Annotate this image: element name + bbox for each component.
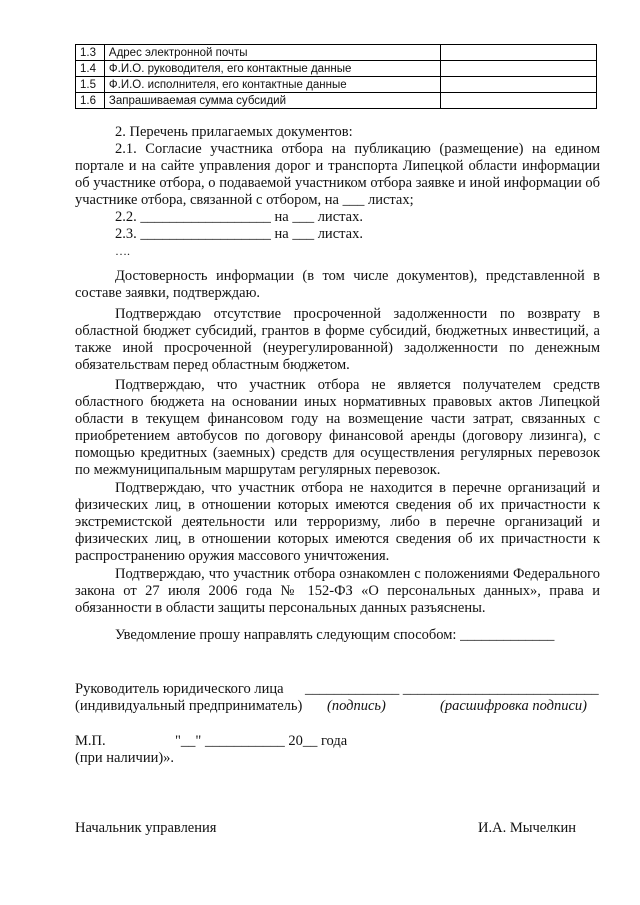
signature-caption: (подпись) — [327, 698, 386, 714]
paragraph-not-listed: Подтверждаю, что участник отбора не находится в перечне организаций и физических лиц, в отношении которых имеются сведения об их причастности к экстремистской деятельности или терроризму, либо в перечне организаций и физических лиц, в отношении которых имеются сведения об их причастности к распространению оружия массового уничтожения. — [75, 480, 600, 564]
info-table — [75, 44, 597, 109]
paragraph-no-debt: Подтверждаю отсутствие просроченной задолженности по возврату в областной бюджет субсидий, грантов в форме субсидий, бюджетных инвестиций, а также иной просроченной (неурегулированной) задолженности по денежным обязательствам перед областным бюджетом. — [75, 306, 600, 373]
row-number: 1.6 — [76, 93, 105, 109]
row-label: Адрес электронной почты — [104, 45, 440, 61]
date-line: "__" ___________ 20__ года — [175, 733, 348, 749]
row-number: 1.5 — [76, 77, 105, 93]
row-value — [440, 45, 596, 61]
footer-position: Начальник управления — [75, 820, 217, 836]
document-item-2: 2.2. __________________ на ___ листах. — [115, 209, 363, 225]
table-row — [76, 77, 597, 93]
ellipsis: …. — [115, 244, 130, 258]
row-label: Ф.И.О. руководителя, его контактные данные — [104, 61, 440, 77]
row-label: Запрашиваемая сумма субсидий — [104, 93, 440, 109]
row-label: Ф.И.О. исполнителя, его контактные данные — [104, 77, 440, 93]
table-row — [76, 45, 597, 61]
footer-name: И.А. Мычелкин — [478, 820, 576, 836]
notice-line: Уведомление прошу направлять следующим способом: _____________ — [115, 627, 555, 643]
head-label: Руководитель юридического лица — [75, 681, 284, 697]
stamp-label: М.П. — [75, 733, 106, 749]
row-number: 1.3 — [76, 45, 105, 61]
row-value — [440, 93, 596, 109]
entrepreneur-label: (индивидуальный предприниматель) — [75, 698, 303, 714]
row-number: 1.4 — [76, 61, 105, 77]
section-heading: 2. Перечень прилагаемых документов: — [115, 124, 353, 140]
document-item-1: 2.1. Согласие участника отбора на публикацию (размещение) на едином портале и на сайте управления дорог и транспорта Липецкой области информации об участнике отбора, о подаваемой участником отбора заявке и иной информации об участнике отбора, связанной с отбором, на ___ листах; — [75, 141, 600, 208]
row-value — [440, 61, 596, 77]
table-row — [76, 93, 597, 109]
paragraph-not-recipient: Подтверждаю, что участник отбора не является получателем средств областного бюджета на основании иных нормативных правовых актов Липецкой области в текущем финансовом году на возмещение части затрат, связанных с приобретением автобусов по договору финансовой аренды (договору лизинга), с помощью кредитных (заемных) средств для осуществления регулярных перевозок по межмуниципальным маршрутам регулярных перевозок. — [75, 377, 600, 478]
signature-blanks: _____________ ___________________________ — [305, 681, 599, 697]
paragraph-reliability: Достоверность информации (в том числе документов), представленной в составе заявки, подтверждаю. — [75, 268, 600, 301]
decode-caption: (расшифровка подписи) — [440, 698, 588, 714]
paragraph-personal-data: Подтверждаю, что участник отбора ознакомлен с положениями Федерального закона от 27 июля 2006 года № 152-ФЗ «О персональных данных», права и обязанности в области защиты персональных данных разъяснены. — [75, 566, 600, 616]
document-item-3: 2.3. __________________ на ___ листах. — [115, 226, 363, 242]
table-row — [76, 61, 597, 77]
stamp-note: (при наличии)». — [75, 750, 175, 766]
row-value — [440, 77, 596, 93]
